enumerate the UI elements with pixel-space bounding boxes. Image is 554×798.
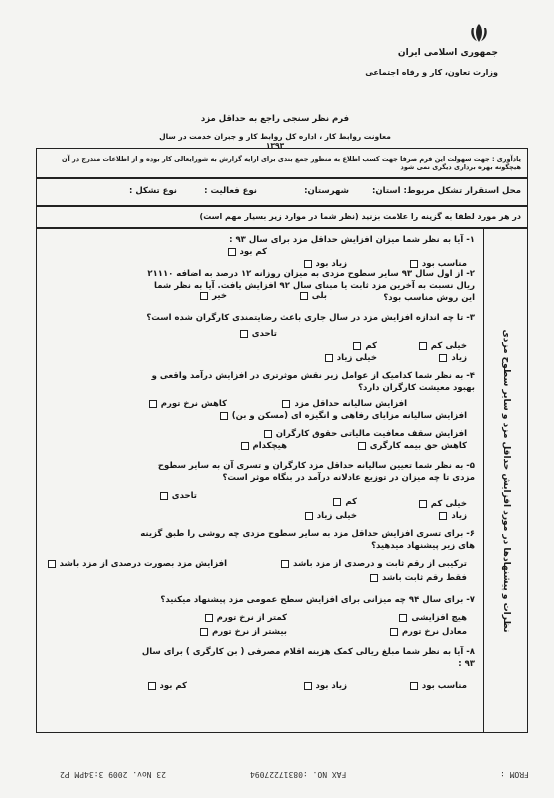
checkbox[interactable] [200, 292, 208, 300]
q2-option-no[interactable]: خیر [200, 291, 227, 301]
q6-option-percent[interactable]: افزایش مزد بصورت درصدی از مزد باشد [48, 559, 227, 569]
fax-number: FAX NO. :08317227094 [250, 770, 347, 779]
q3-option-low[interactable]: کم [353, 341, 377, 351]
notice-text: یادآوری : جهت سهولت این فرم صرفا جهت کسب اطلاع به منظور جمع بندی برای ارایه گزارش به شورایعالی کار بوده و از اطلاعات مندرج در آن هیچگونه بهره برداری دیگری نمی شود [62, 155, 521, 171]
checkbox[interactable] [205, 614, 213, 622]
q1-option-low[interactable]: کم بود [228, 247, 267, 257]
checkbox[interactable] [240, 330, 248, 338]
checkbox[interactable] [264, 430, 272, 438]
checkbox[interactable] [48, 560, 56, 568]
question-4-line-1: ۴- به نظر شما کدامیک از عوامل زیر نقش موثرتری در افزایش درآمد واقعی و [151, 371, 475, 381]
checkbox[interactable] [281, 560, 289, 568]
q3-option-high[interactable]: زیاد [439, 353, 467, 363]
question-1: ۱- آیا به نظر شما میزان افزایش حداقل مزد برای سال ۹۳ : [229, 235, 475, 245]
q8-option-high[interactable]: زیاد بود [304, 681, 347, 691]
q5-option-high[interactable]: زیاد [439, 511, 467, 521]
q4-option-tax[interactable]: افزایش سقف معافیت مالیاتی حقوق کارگران [264, 429, 467, 439]
checkbox[interactable] [304, 682, 312, 690]
checkbox[interactable] [304, 260, 312, 268]
q5-option-very-high[interactable]: خیلی زیاد [305, 511, 357, 521]
checkbox[interactable] [305, 512, 313, 520]
country-name: جمهوری اسلامی ایران [397, 48, 498, 58]
checkbox[interactable] [282, 400, 290, 408]
notice-box [36, 148, 528, 178]
question-3: ۳- تا چه اندازه افزایش مزد در سال جاری باعث رضایتمندی کارگران شده است؟ [146, 313, 475, 323]
q6-option-fixed[interactable]: فقط رقم ثابت باشد [370, 573, 467, 583]
checkbox[interactable] [200, 628, 208, 636]
question-7: ۷- برای سال ۹۴ چه میزانی برای افزایش سطح عمومی مزد پیشنهاد میکنید؟ [160, 595, 475, 605]
instructions-row [36, 206, 528, 228]
q7-option-above[interactable]: بیشتر از نرخ تورم [200, 627, 287, 637]
fax-date: 23 Nov. 2009 3:34PM P2 [60, 770, 166, 779]
q4-option-insurance[interactable]: کاهش حق بیمه کارگری [358, 441, 467, 451]
side-column [483, 229, 527, 732]
side-label: نظرات و پیشنهادها در مورد افزایش حداقل مزد و سایر سطوح مزدی [500, 328, 511, 633]
question-6-line-2: های زیر پیشنهاد میدهید؟ [371, 541, 475, 551]
question-8-line-1: ۸- آیا به نظر شما مبلغ ریالی کمک هزینه اقلام مصرفی ( بن کارگری ) برای سال [141, 647, 475, 657]
checkbox[interactable] [399, 614, 407, 622]
checkbox[interactable] [370, 574, 378, 582]
q3-option-very-high[interactable]: خیلی زیاد [325, 353, 377, 363]
checkbox[interactable] [390, 628, 398, 636]
q3-option-somewhat[interactable]: تاحدی [240, 329, 277, 339]
question-6-line-1: ۶- برای تسری افزایش حداقل مزد به سایر سطوح مزدی چه روشی را طبق گزینه [140, 529, 475, 539]
checkbox[interactable] [353, 342, 361, 350]
instructions-text: در هر مورد لطفا به گزینه را علامت بزنید (نظر شما در موارد زیر بسیار مهم است) [199, 212, 521, 221]
province-label: محل استقرار تشکل مربوط: استان: [371, 186, 521, 196]
question-2-line-3: این روش مناسب بود؟ [383, 293, 475, 303]
q5-option-low[interactable]: کم [333, 497, 357, 507]
ministry-name: وزارت تعاون، کار و رفاه اجتماعی [365, 68, 498, 77]
checkbox[interactable] [439, 354, 447, 362]
checkbox[interactable] [419, 500, 427, 508]
q4-option-inflation[interactable]: کاهش نرخ تورم [149, 399, 227, 409]
q8-option-low[interactable]: کم بود [148, 681, 187, 691]
checkbox[interactable] [333, 498, 341, 506]
checkbox[interactable] [325, 354, 333, 362]
questions-area [36, 228, 528, 733]
checkbox[interactable] [160, 492, 168, 500]
q5-option-very-low[interactable]: خیلی کم [419, 499, 467, 509]
question-2-line-1: ۲- از اول سال ۹۳ سایر سطوح مزدی به میزان روزانه ۱۲ درصد به اضافه ۲۱۱۱۰ [147, 269, 475, 279]
q4-option-benefits[interactable]: افزایش سالیانه مزایای رفاهی و انگیزه ای (مسکن و بن) [220, 411, 467, 421]
q7-option-below[interactable]: کمتر از نرخ تورم [205, 613, 287, 623]
q1-option-high[interactable]: زیاد بود [304, 259, 347, 269]
question-2-line-2: ریال نسبت به آخرین مزد ثابت یا مبنای سال ۹۲ افزایش یافت. آیا به نظر شما [154, 281, 475, 291]
checkbox[interactable] [419, 342, 427, 350]
checkbox[interactable] [410, 682, 418, 690]
q4-option-none[interactable]: هیچکدام [241, 441, 288, 451]
q1-option-ok[interactable]: مناسب بود [410, 259, 467, 269]
checkbox[interactable] [439, 512, 447, 520]
question-5-line-1: ۵- به نظر شما تعیین سالیانه حداقل مزد کارگران و تسری آن به سایر سطوح [157, 461, 475, 471]
checkbox[interactable] [300, 292, 308, 300]
q7-option-equal[interactable]: معادل نرخ تورم [390, 627, 467, 637]
emblem-icon [468, 22, 490, 44]
q7-option-none[interactable]: هیچ افزایشی [399, 613, 467, 623]
checkbox[interactable] [358, 442, 366, 450]
checkbox[interactable] [149, 400, 157, 408]
form-subtitle: معاونت روابط کار ، اداره کل روابط کار و جبران خدمت در سال ۱۳۹۳ [159, 132, 391, 150]
q3-option-very-low[interactable]: خیلی کم [419, 341, 467, 351]
question-8-line-2: ۹۳ : [458, 659, 475, 669]
q5-option-somewhat[interactable]: تاحدی [160, 491, 197, 501]
activity-label: نوع فعالیت : [204, 186, 257, 196]
q6-option-mixed[interactable]: ترکیبی از رقم ثابت و درصدی از مزد باشد [281, 559, 467, 569]
question-5-line-2: مزدی تا چه میزان در توزیع عادلانه درآمد در بنگاه موثر است؟ [222, 473, 475, 483]
org-type-label: نوع تشکل : [128, 186, 177, 196]
q4-option-min-wage[interactable]: افزایش سالیانه حداقل مزد [282, 399, 407, 409]
q8-option-ok[interactable]: مناسب بود [410, 681, 467, 691]
city-label: شهرستان: [304, 186, 349, 196]
question-4-line-2: بهبود معیشت کارگران دارد؟ [358, 383, 475, 393]
checkbox[interactable] [220, 412, 228, 420]
fax-from: FROM : [500, 770, 529, 779]
form-title: فرم نظر سنجی راجع به حداقل مزد [200, 114, 350, 124]
checkbox[interactable] [241, 442, 249, 450]
checkbox[interactable] [148, 682, 156, 690]
location-row [36, 178, 528, 206]
checkbox[interactable] [410, 260, 418, 268]
checkbox[interactable] [228, 248, 236, 256]
q2-option-yes[interactable]: بلی [300, 291, 327, 301]
